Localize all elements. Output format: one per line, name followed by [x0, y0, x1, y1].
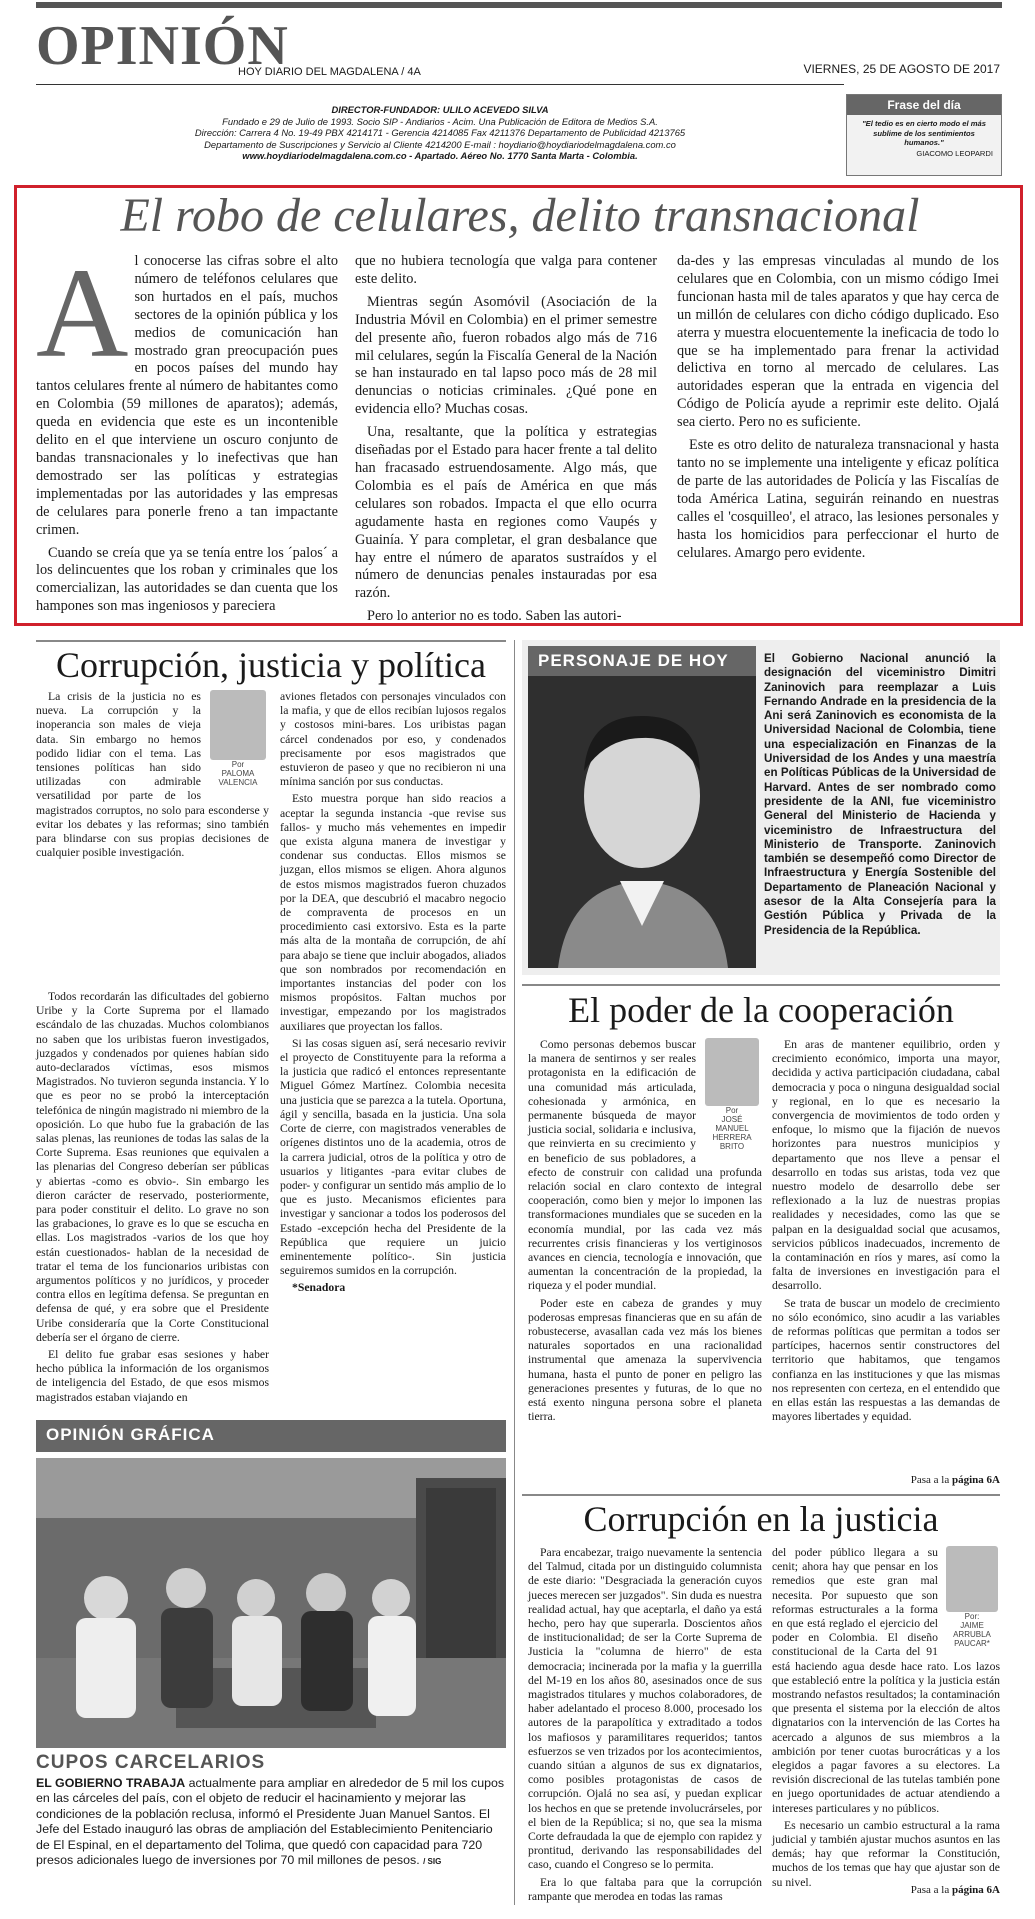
- editorial-column-3: [677, 253, 999, 621]
- signature: *Senadora: [292, 1281, 346, 1295]
- author-photo: [210, 690, 266, 760]
- continued-page: página 6A: [952, 1884, 1000, 1896]
- credits-block: [140, 104, 740, 162]
- portrait-illustration: [528, 676, 756, 968]
- byline-label: Por: [725, 1106, 739, 1115]
- continued-note[interactable]: [772, 1474, 1000, 1486]
- byline-name: JAIME: [960, 1621, 984, 1630]
- top-rule: [36, 2, 1002, 8]
- byline-name: VALENCIA: [218, 778, 258, 787]
- column-divider: [514, 640, 515, 1905]
- paragraph: Todos recordarán las dificultades del gobierno Uribe y la Corte Suprema por el llamado escándalo de las chuzadas. Muchos colombianos no saben que los uribistas fueron investigados, juzgados y condenados por quienes habían sido auto-declarados víctimas, esos mismos Magistrados. No tuvieron segunda instancia. Y lo que es peor no se probó la interceptación telefónica de ningún magistrado ni miembro de la oposición. Lo que hubo fue la grabación de las salas plenas, las reuniones de todas las salas de la Corte Suprema. Esas reuniones que equivalen a las plenarias del Congreso deberían ser públicas y abiertas -como es obvio-. Sin embargo les dieron carácter de reservado, posteriormente, para poder constituir el delito. Lo grave no son las grabaciones, lo grave es lo que se escucha en ellas. Los magistrados -varios de los que hoy están cuestionados- hablan de la necesidad de tratar el tema de los funcionarios uribistas con argumentos políticos y no jurídicos, y proceder contra ellos en legítima defensa. Se preguntan en defensa de qué, y era sobre que el Presidente Uribe consideraría que la Corte Constitucional debería ser el órgano de cierre.: [36, 990, 269, 1344]
- paragraph: da-des y las empresas vinculadas al mundo de los celulares que en Colombia, con un mismo código Imei funcionan hasta mil de tales aparatos y que hay cerca de un millón de celulares con dicho código duplicado. Eso aterra y muestra elocuentemente la ineficacia de todo lo que se ha implementado para frenar la actividad delictiva en torno al mercado de celulares. Las autoridades esperan que la entrada en vigencia del Código de Policía ayude a reprimir este delito. Ojalá sea cierto. Pero no es suficiente.: [677, 253, 999, 431]
- author-photo: [705, 1038, 759, 1106]
- byline-name: MANUEL: [715, 1124, 749, 1133]
- paragraph: Pero lo anterior no es todo. Saben las autori-: [367, 608, 622, 625]
- article-column: [772, 1546, 1000, 1889]
- frase-title: Frase del día: [847, 95, 1001, 115]
- paragraph: Se trata de buscar un modelo de crecimiento no sólo económico, sino acudir a las variables de reformas políticas que permitan a todos ser partícipes, hacernos sentir constructores del territorio que habitamos, que tengamos confianza en las instituciones y que las mismas nos representen con certeza, en el entendido que en ellas están las respuestas a las demandas de mayores libertades y equidad.: [772, 1296, 1000, 1424]
- continued-label: Pasa a la: [910, 1474, 952, 1486]
- issue-date: VIERNES, 25 DE AGOSTO DE 2017: [803, 62, 1000, 76]
- byline: [207, 760, 269, 787]
- byline-name: BRITO: [719, 1142, 745, 1151]
- article-title: Corrupción en la justicia: [583, 1499, 939, 1539]
- credits-line: DIRECTOR-FUNDADOR: ULILO ACEVEDO SILVA: [331, 104, 549, 115]
- byline-box: [944, 1546, 1000, 1648]
- caption-text: [36, 1776, 506, 1869]
- paragraph: Poder este en cabeza de grandes y muy poderosas empresas financieras que en su afán de robustecerse, avasallan cada vez más los bienes naturales soportados en una racionalidad instrumental que amenaza la supervivencia humana, hasta el punto de poner en peligro las generaciones presentes y futuras, de lo que no está exento ninguna persona sobre el planeta tierra.: [528, 1296, 762, 1424]
- continued-label: Pasa a la: [910, 1884, 952, 1896]
- paragraph: Si las cosas siguen así, será necesario revivir el proyecto de Constituyente para la reforma a la justicia que radicó el entonces representante Miguel Gómez Martínez. Colombia necesita una justicia que se parezca a la tutela. Oportuna, ágil y sencilla, basada en la justicia. Una sola Corte de cierre, con magistrados venerables de orígenes distintos uno de la academia, otros de la carrera judicial, otros de la política y otro de usuarios y litigantes -para evitar clubes de poder- y configurar un sentido más amplio de lo que es justo. Mecanismos eficientes para investigar y sancionar a todos los poderosos del Estado -excepción hecha del Presidente de la República que requiere un juicio eminentemente político-. Sin justicia seguiremos sumidos en la corrupción.: [280, 1036, 506, 1278]
- personaje-header: PERSONAJE DE HOY: [528, 646, 756, 676]
- byline-name: JOSÉ: [721, 1115, 743, 1124]
- byline-name: ARRUBLA: [953, 1630, 991, 1639]
- byline-label: Por:: [964, 1612, 980, 1621]
- paragraph: que no hubiera tecnología que valga para contener este delito.: [355, 253, 657, 287]
- article-title: El poder de la cooperación: [568, 990, 954, 1030]
- byline: [944, 1612, 1000, 1648]
- paragraph: Para encabezar, traigo nuevamente la sentencia del Talmud, citada por un distinguido columnista de este diario: "Desgraciada la generación cuyos jueces merecen ser juzgados". Sin duda es nuestra realidad actual, hay que aceptarla, el daño ya está hecho, pero hay que superarla. Doscientos años de institucionalidad; de ser la Corte Suprema de Justicia la "columna de hierro" de esta democracia; incinerada por la mafia y la guerrilla del M-19 en los años 80, asesinados once de sus magistrados titulares y muchos colaboradores, de haber adelantado el proceso 8.000, procesado los autores de la parapolítica y extraditado a todos los mafiosos y paramilitares requeridos; tantos esfuerzos se ven trizados por los acontecimientos, cuando sitúan a algunos de sus ex dignatarios, como posibles protagonistas de casos de corrupción. Ojalá no sea así, y puedan explicar los hechos en que se pretende involucrárseles, por el bien de la República; si no, que sea la misma Corte defraudada la que de ejemplo con rapidez y prontitud, derivando las responsabilidades del caso, cuando el Congreso se lo permita.: [528, 1546, 762, 1872]
- section-title: OPINIÓN: [36, 15, 289, 77]
- byline-label: Por: [231, 760, 245, 769]
- photo-illustration: [36, 1458, 506, 1748]
- section-rule: [36, 640, 506, 642]
- paragraph: Esto muestra porque han sido reacios a aceptar la segunda instancia -que revise sus fallos- y mucho más vehementes en impedir que exista alguna manera de investigar y condenar sus conductas. Ellos mismos se juzgan, ellos mismos se eligen. Ahora algunos de estos mismos magistrados fueron chuzados por la DEA, que descubrió el macabro negocio de compraventa de procesos en un procedimiento casi extorsivo. Esta es la parte más alta de la montaña de corrupción, de ahí para abajo se tiene que incluir abogados, aliados que son nombrados por recomendación en importantes instancias del poder con los mismos propósitos. Faltan muchos por investigar, empezando por los magistrados auxiliares que proyectan los fallos.: [280, 792, 506, 1033]
- credits-line: Departamento de Suscripciones y Servicio al Cliente 4214200 E-mail : hoydiario@hoydiariodelmagdalena.com.co: [204, 138, 676, 150]
- news-photo: [36, 1458, 506, 1748]
- credits-line: Dirección: Carrera 4 No. 19-49 PBX 4214171 - Gerencia 4214085 Fax 4211376 Departamento de Publicidad 4213765: [194, 127, 686, 138]
- paragraph: Cuando se creía que ya se tenía entre los ´palos´ a los delincuentes que los roban y criminales que los comercializan, las autoridades se dan cuenta que los hampones son mas ingeniosos y pareciera: [36, 544, 338, 615]
- paragraph: del poder público llegara a su cenit; ahora hay que pensar en los remedios que este gran mal necesita. Por supuesto que son reformas estructurales a la forma en que está reglado el ejercicio del poder en Colombia. El diseño constitucional de la Carta del 91 está haciendo agua desde hace rato. Los lazos que estableció entre la política y la justicia están mostrando nefastos resultados; la contaminación que presenta el sistema por la elección de altos dignatarios con la intervención de las Cortes ha acercado a algunos de sus miembros a la ambición por tener cuotas burocráticas y a los elegidos a pagar favores a su electores. La revisión discrecional de las tutelas también pone en juego oportunidades de actuar atendiendo a intereses particulares y no públicos.: [772, 1546, 1000, 1815]
- paragraph: Una, resaltante, que la política y estrategias diseñadas por el Estado para hacer frente a tal delito han fracasado estruendosamente. Algo más, que Colombia es el país de América en que más celulares son robados. Impacta el que ello ocurra agudamente hasta en regiones como Vaupés y Guainía. Y para completar, el gran desbalance que hay entre el número de aparatos sustraídos y el número de denuncias penales instauradas por esa razón.: [355, 424, 657, 602]
- byline-name: PAUCAR*: [954, 1639, 990, 1648]
- editorial-column-2: [355, 253, 657, 625]
- paper-page-label: HOY DIARIO DEL MAGDALENA / 4A: [238, 66, 421, 78]
- paragraph: Era lo que faltaba para que la corrupción rampante que merodea en todas las ramas: [528, 1875, 762, 1903]
- author-photo: [946, 1546, 998, 1612]
- personaje-photo: [528, 676, 756, 968]
- paragraph: El delito fue grabar esas sesiones y haber hecho pública la información de los organismos de inteligencia del Estado, de que esos mismos magistrados estaban viajando en: [36, 1348, 269, 1404]
- byline-box: [207, 690, 269, 787]
- article-title: Corrupción, justicia y política: [56, 645, 486, 685]
- masthead-rule: [36, 84, 844, 85]
- frase-del-dia-box: [846, 94, 1002, 176]
- byline-name: PALOMA: [221, 769, 255, 778]
- paragraph: aviones fletados con personajes vinculados con la mafia, y que de ellos recibían lujosos regalos y costosos mini-bares. Los uribistas pagan cárcel condenados por eso, y condenados precisamente por esos magistrados que estuvieron de paseo y que no recibieron ni una mínima sanción por sus conductas.: [280, 690, 506, 789]
- frase-author: GIACOMO LEOPARDI: [916, 148, 993, 158]
- personaje-text: El Gobierno Nacional anunció la designación del viceministro Dimitri Zaninovich para reemplazar a Luis Fernando Andrade en la presidencia de la Ani será Zaninovich es economista de la Universidad Nacional de Colombia, tiene una especialización en Finanzas de la Universidad de los Andes y una maestría en Políticas Públicas de la Universidad de Harvard. Antes de ser nombrado como presidente de la ANI, fue viceministro General del Ministerio de Hacienda y viceministro de Infraestructura del Ministerio de Transporte. Zaninovich también se desempeñó como Director de Infraestructura y Energía Sostenible del Departamento de Planeación Nacional y asesor de la Alta Consejería para la Gestión Pública y Privada de la Presidencia de la República.: [764, 652, 996, 937]
- paragraph: La crisis de la justicia no es nueva. La corrupción y la inoperancia son males de vieja data. Sin embargo no hemos podido lidiar con el tema. Las tensiones políticas han sido utilizadas con admirable versatilidad por parte de los magistrados corruptos, no solo para esconderse y evitar los debates y las reformas; sino también para blindarse con sus propias decisiones de cualquier posible investigación.: [36, 690, 269, 860]
- paragraph: Es necesario un cambio estructural a la rama judicial y también ajustar muchos asuntos en las demás; hay que reformar la Constitución, muchos de los temas que hay que ajustar son de su nivel.: [772, 1818, 1000, 1889]
- byline-box: [702, 1038, 762, 1151]
- continued-page: página 6A: [952, 1474, 1000, 1486]
- opinion-grafica-header: OPINIÓN GRÁFICA: [36, 1420, 506, 1452]
- article-column: [772, 1038, 1000, 1470]
- article-column: [528, 1546, 762, 1903]
- editorial-title: El robo de celulares, delito transnacional: [120, 189, 920, 242]
- paragraph: l conocerse las cifras sobre el alto número de teléfonos celulares que son hurtados en el país, muchos sectores de la opinión pública y los medios de comunicación han mostrado gran preocupación pues en pocos países del mundo hay tantos celulares frente al número de habitantes como en Colombia (59 millones de aparatos); además, queda en evidencia que este es un incontenible delito en el que interviene un oscuro conjunto de bandas transnacionales y lo inefectivas que han demostrado ser las políticas y estrategias implementadas por las autoridades y las empresas de celulares para ponerle freno a tan impactante crimen.: [36, 253, 338, 538]
- caption-body: actualmente para ampliar en alrededor de 5 mil los cupos en las cárceles del país, con el objeto de reducir el hacinamiento y mejorar las condiciones de la población reclusa, informó el Presidente Juan Manuel Santos. El Jefe del Estado inauguró las obras de ampliación del Establecimiento Penitenciario de El Espinal, en el departamento del Tolima, que quedó con capacidad para 720 presos adicionales luego de inversiones por 70 mil millones de pesos.: [36, 1776, 505, 1868]
- continued-note[interactable]: [772, 1884, 1000, 1896]
- article-column: [36, 990, 269, 1418]
- article-column: [36, 690, 269, 990]
- article-column: [280, 690, 506, 1408]
- paragraph: Como personas debemos buscar la manera de sentirnos y ser reales protagonista en la edificación de una comunidad más articulada, cohesionada y armónica, en permanente búsqueda de mayor justicia social, solidaria e inclusiva, que reinvierta en su crecimiento y en beneficio de sus pobladores, a efecto de construir con calidad una profunda relación social en claro contexto de integral cooperación, como bien y mejor lo imponen las transformaciones mundiales que se suceden en la economía mundial, por las cada vez más recurrentes crisis financieras y los vertiginosos avances en ciencia, tecnología e innovación, que aumentan la concentración de la propiedad, la riqueza y el poder mundial.: [528, 1038, 762, 1293]
- byline-name: HERRERA: [712, 1133, 752, 1142]
- editorial-column-1: [36, 242, 338, 621]
- article-column: [528, 1038, 762, 1490]
- editorial-dropcap: A: [36, 242, 129, 384]
- credits-line: www.hoydiariodelmagdalena.com.co - Apartado. Aéreo No. 1770 Santa Marta - Colombia.: [242, 150, 638, 161]
- section-rule: [522, 984, 1000, 986]
- frase-text: "El tedio es en cierto modo el más sublime de los sentimientos humanos.": [862, 119, 986, 147]
- paragraph: Este es otro delito de naturaleza transnacional y hasta tanto no se implemente una inteligente y eficaz política de parte de las autoridades de Policía y las Fiscalías de toda América Latina, seguirán reinando en nuestras calles el 'cosquilleo', el atraco, las lesiones personales y hasta los homicidios para perfeccionar el hurto de celulares. Amargo pero evidente.: [677, 437, 999, 561]
- caption-title: CUPOS CARCELARIOS: [36, 1752, 266, 1773]
- paragraph: Mientras según Asomóvil (Asociación de la Industria Móvil en Colombia) en el primer semestre del presente año, fueron robados algo más de 716 mil celulares, según la Fiscalía General de la Nación se han instaurado en tal lapso poco más de 28 mil denuncias o noticias criminales. ¿Qué pone en evidencia ello? Muchas cosas.: [355, 293, 657, 418]
- caption-signature: / SIG: [423, 1857, 442, 1867]
- byline: [702, 1106, 762, 1151]
- paragraph: En aras de mantener equilibrio, orden y crecimiento económico, importa una mayor, decidida y activa participación ciudadana, cabal democracia y poca o ninguna desigualdad social y regional, en lo que es necesario la convergencia de movimientos de todo orden y enfoque, lo mismo que la fijación de nuevos horizontes para nuestros municipios y departamento que nos lleve a pensar el desarrollo en todas sus aristas, toda vez que nuestro modelo de desarrollo debe ser reflexionado a la luz de nuestras propias realidades y necesidades, como las que se palpan en la desigualdad social que acusamos, servicios públicos inadecuados, incremento de la contaminación en ríos y mares, así como la falta de inversiones en investigación para el desarrollo.: [772, 1038, 1000, 1293]
- section-rule: [522, 1494, 1000, 1496]
- caption-lead: EL GOBIERNO TRABAJA: [36, 1776, 186, 1790]
- credits-line: Fundado e 29 de Julio de 1993. Socio SIP - Andiarios - Acim. Una Publicación de Editora de Medios S.A.: [222, 115, 658, 127]
